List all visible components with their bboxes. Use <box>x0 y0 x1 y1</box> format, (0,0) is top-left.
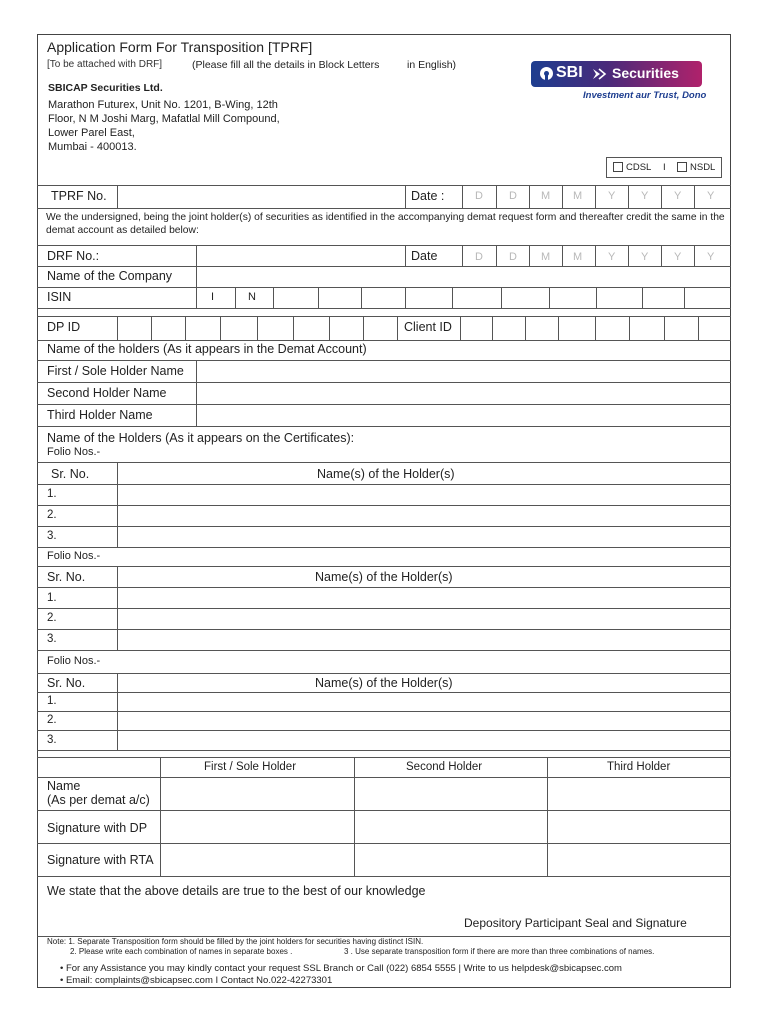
address-line: Floor, N M Joshi Marg, Mafatlal Mill Compound, <box>48 113 280 125</box>
tprf-date-digit[interactable]: Y <box>608 190 616 202</box>
tprf-date-digit[interactable]: D <box>509 190 517 202</box>
address-line: Mumbai - 400013. <box>48 141 137 153</box>
first-holder-label: First / Sole Holder Name <box>47 364 184 378</box>
note-1: Note: 1. Separate Transposition form should be filled by the joint holders for securities having distinct ISIN. <box>47 937 424 946</box>
separator: I <box>663 162 666 173</box>
tprf-date-digit[interactable]: M <box>541 190 551 202</box>
folio-label: Folio Nos.- <box>47 550 101 562</box>
second-holder-name-cell[interactable] <box>357 779 548 810</box>
nsdl-option[interactable]: NSDL <box>677 162 715 173</box>
drf-date-digit[interactable]: M <box>541 251 551 263</box>
tprf-date-label: Date : <box>411 189 445 203</box>
third-holder-rta-signature[interactable] <box>550 845 728 874</box>
fill-note: (Please fill all the details in Block Letters <box>192 59 380 71</box>
cert-holder-input[interactable] <box>120 486 728 505</box>
holder-names-header: Name(s) of the Holder(s) <box>315 676 453 690</box>
tagline: Investment aur Trust, Dono <box>583 90 707 101</box>
sig-header-first: First / Sole Holder <box>204 761 297 773</box>
declaration-text: We the undersigned, being the joint holder(s) of securities as identified in the accompanying demat request form and thereafter credit the same in the demat account as detailed below: <box>46 212 725 236</box>
first-holder-input[interactable] <box>199 362 728 382</box>
dp-seal-label: Depository Participant Seal and Signature <box>464 916 687 930</box>
cert-holder-input[interactable] <box>120 631 728 650</box>
third-holder-input[interactable] <box>199 406 728 426</box>
drf-date-digit[interactable]: Y <box>674 251 682 263</box>
cdsl-option[interactable]: CDSL <box>613 162 651 173</box>
sr-no-cell: 1. <box>47 695 57 707</box>
logo-securities-text: Securities <box>612 65 679 81</box>
cert-holder-input[interactable] <box>120 732 728 750</box>
logo-sbi-text: SBI <box>556 64 583 81</box>
fill-note-2: in English) <box>407 59 457 71</box>
statement-text: We state that the above details are true to the best of our knowledge <box>47 884 426 898</box>
second-holder-input[interactable] <box>199 384 728 404</box>
first-holder-rta-signature[interactable] <box>163 845 351 874</box>
holders-cert-heading: Name of the Holders (As it appears on the Certificates): <box>47 431 355 445</box>
holder-names-header: Name(s) of the Holder(s) <box>315 570 453 584</box>
contact-line-1: • For any Assistance you may kindly contact your request SSL Branch or Call (022) 6854 5555 | Write to us helpdesk@sbicapsec.com <box>60 963 622 974</box>
company-label: Name of the Company <box>47 269 173 283</box>
sr-no-cell: 1. <box>47 592 57 604</box>
third-holder-label: Third Holder Name <box>47 408 153 422</box>
address-line: Lower Parel East, <box>48 127 135 139</box>
sig-row-dp: Signature with DP <box>47 821 148 835</box>
sr-no-cell: 3. <box>47 734 57 746</box>
drf-date-digit[interactable]: M <box>573 251 583 263</box>
address-line: Marathon Futurex, Unit No. 1201, B-Wing, 12th <box>48 99 278 111</box>
tprf-date-digit[interactable]: Y <box>707 190 715 202</box>
sig-row-rta: Signature with RTA <box>47 853 154 867</box>
second-holder-dp-signature[interactable] <box>357 812 544 841</box>
holder-names-header: Name(s) of the Holder(s) <box>317 467 455 481</box>
sig-header-second: Second Holder <box>406 761 483 773</box>
drf-date-digit[interactable]: Y <box>707 251 715 263</box>
note-3: 3 . Use separate transposition form if there are more than three combinations of names. <box>344 947 655 956</box>
third-holder-dp-signature[interactable] <box>550 812 728 841</box>
drf-date-digit[interactable]: Y <box>608 251 616 263</box>
tprf-date-digit[interactable]: M <box>573 190 583 202</box>
cert-holder-input[interactable] <box>120 713 728 731</box>
sig-header-third: Third Holder <box>607 761 671 773</box>
sr-no-header: Sr. No. <box>47 570 86 584</box>
dp-id-label: DP ID <box>47 320 81 334</box>
nsdl-checkbox[interactable] <box>677 162 687 172</box>
third-holder-name-cell[interactable] <box>550 779 732 810</box>
holders-demat-heading: Name of the holders (As it appears in the Demat Account) <box>47 342 367 356</box>
sr-no-cell: 2. <box>47 509 57 521</box>
cert-holder-input[interactable] <box>120 528 728 547</box>
drf-date-digit[interactable]: Y <box>641 251 649 263</box>
dp-seal-area[interactable] <box>460 880 726 934</box>
cert-holder-input[interactable] <box>120 507 728 526</box>
sr-no-cell: 2. <box>47 612 57 624</box>
company-name: SBICAP Securities Ltd. <box>48 82 163 94</box>
cdsl-checkbox[interactable] <box>613 162 623 172</box>
second-holder-rta-signature[interactable] <box>357 845 544 874</box>
cert-holder-input[interactable] <box>120 610 728 629</box>
sr-no-cell: 1. <box>47 488 57 500</box>
first-holder-dp-signature[interactable] <box>163 812 351 841</box>
sr-no-cell: 3. <box>47 633 57 645</box>
isin-label: ISIN <box>47 290 72 304</box>
depository-selector <box>606 157 722 178</box>
sr-no-header: Sr. No. <box>47 676 86 690</box>
sig-row-name: Name <box>47 779 81 793</box>
form-title: Application Form For Transposition [TPRF] <box>47 39 313 55</box>
cert-holder-input[interactable] <box>120 589 728 608</box>
sbi-circle-icon <box>540 67 553 80</box>
folio-label: Folio Nos.- <box>47 655 101 667</box>
drf-date-digit[interactable]: D <box>509 251 517 263</box>
tprf-number-input[interactable] <box>120 187 404 207</box>
sr-no-cell: 3. <box>47 530 57 542</box>
cert-holder-input[interactable] <box>120 694 728 712</box>
client-id-label: Client ID <box>404 320 452 334</box>
drf-label: DRF No.: <box>47 249 100 263</box>
drf-date-label: Date <box>411 249 438 263</box>
drf-number-input[interactable] <box>199 247 403 266</box>
second-holder-label: Second Holder Name <box>47 386 167 400</box>
sr-no-cell: 2. <box>47 714 57 726</box>
first-holder-name-cell[interactable] <box>163 779 355 810</box>
folio-label: Folio Nos.- <box>47 446 101 458</box>
tprf-date-digit[interactable]: Y <box>641 190 649 202</box>
tprf-label: TPRF No. <box>51 189 107 203</box>
tprf-date-digit[interactable]: D <box>475 190 483 202</box>
sr-no-header: Sr. No. <box>51 467 90 481</box>
tprf-date-digit[interactable]: Y <box>674 190 682 202</box>
isin-prefix-i: I <box>211 291 215 303</box>
contact-line-2: • Email: complaints@sbicapsec.com I Contact No.022-42273301 <box>60 975 333 986</box>
attach-note: [To be attached with DRF] <box>47 59 163 70</box>
drf-date-digit[interactable]: D <box>475 251 483 263</box>
sbi-securities-logo <box>531 61 702 87</box>
note-2: 2. Please write each combination of names in separate boxes . <box>70 947 293 956</box>
sig-row-name-sub: (As per demat a/c) <box>47 793 150 807</box>
swoosh-icon <box>591 66 607 82</box>
isin-prefix-n: N <box>248 291 256 303</box>
company-name-input[interactable] <box>199 268 728 287</box>
